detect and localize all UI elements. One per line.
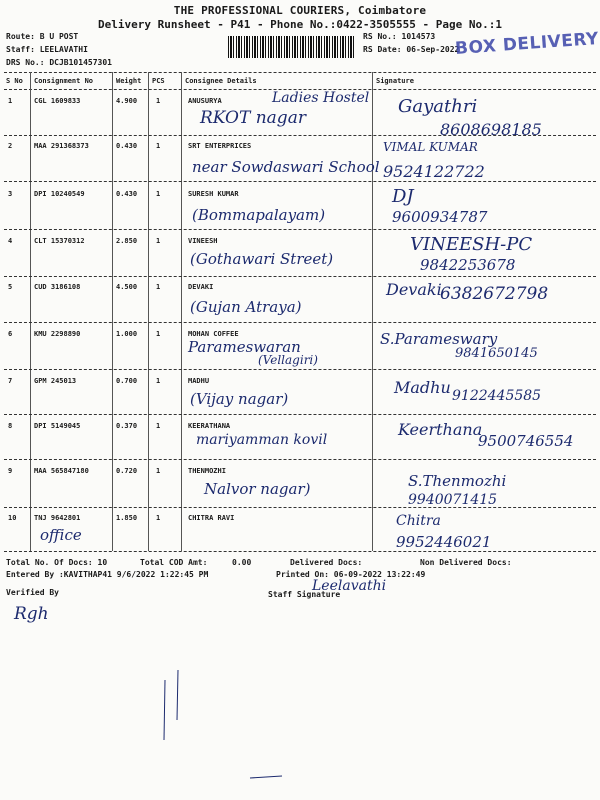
row-handwritten-note: mariyamman kovil: [196, 432, 328, 448]
row-consignee: SRT ENTERPRICES: [188, 142, 252, 150]
column-divider: [372, 72, 373, 551]
box-delivery-stamp: BOX DELIVERY: [454, 29, 600, 59]
row-signature: Devaki: [386, 280, 442, 299]
row-weight: 0.430: [116, 142, 138, 150]
rs-date: RS Date: 06-Sep-2022: [363, 45, 460, 54]
row-signature: VINEESH-PC: [410, 234, 533, 255]
row-consignment: DPI 10240549: [34, 190, 85, 198]
row-divider: [4, 369, 596, 370]
table-bottom-border: [4, 551, 596, 552]
row-divider: [4, 507, 596, 508]
row-divider: [4, 229, 596, 230]
col-weight: Weight: [116, 77, 142, 85]
route-label: Route: B U POST: [6, 32, 79, 41]
row-pcs: 1: [156, 467, 161, 475]
row-sno: 9: [8, 467, 13, 475]
col-signature: Signature: [376, 77, 414, 85]
row-signature: DJ: [392, 186, 414, 207]
staff-signature-label: Staff Signature: [268, 590, 341, 599]
non-delivered-docs: Non Delivered Docs:: [420, 558, 512, 567]
row-handwritten-note: (Gothawari Street): [190, 250, 334, 268]
row-sno: 7: [8, 377, 13, 385]
row-sno: 10: [8, 514, 17, 522]
row-phone: 6382672798: [440, 284, 549, 304]
row-handwritten-note: RKOT nagar: [200, 108, 306, 128]
row-consignee: SURESH KUMAR: [188, 190, 239, 198]
column-divider: [148, 72, 149, 551]
row-consignment: MAA 565847180: [34, 467, 89, 475]
row-signature: S.Thenmozhi: [408, 472, 507, 490]
row-consignee: THENMOZHI: [188, 467, 226, 475]
printed-on: Printed On: 06-09-2022 13:22:49: [276, 570, 426, 579]
row-consignment: GPM 245013: [34, 377, 77, 385]
row-weight: 4.900: [116, 97, 138, 105]
row-handwritten-note: (Vijay nagar): [190, 390, 289, 408]
row-sno: 8: [8, 422, 13, 430]
row-weight: 0.370: [116, 422, 138, 430]
row-weight: 0.430: [116, 190, 138, 198]
total-cod-label: Total COD Amt:: [140, 558, 208, 567]
row-handwritten-note: (Bommapalayam): [192, 206, 326, 224]
row-consignee: VINEESH: [188, 237, 218, 245]
row-divider: [4, 181, 596, 182]
row-handwritten-note: Ladies Hostel: [272, 90, 370, 106]
row-sno: 2: [8, 142, 13, 150]
row-signature: Chitra: [396, 513, 441, 529]
row-consignee: ANUSURYA: [188, 97, 222, 105]
row-pcs: 1: [156, 283, 161, 291]
row-consignee: MOHAN COFFEE: [188, 330, 239, 338]
row-pcs: 1: [156, 377, 161, 385]
row-consignee: KEERATHANA: [188, 422, 231, 430]
row-divider: [4, 135, 596, 136]
verified-signature: Rgh: [14, 604, 49, 624]
row-consignee: DEVAKI: [188, 283, 214, 291]
row-phone: 9524122722: [383, 162, 485, 181]
row-signature: Madhu: [394, 378, 451, 397]
row-consignment: CGL 1609833: [34, 97, 81, 105]
row-signature: S.Parameswary: [380, 330, 498, 348]
row-phone: 9600934787: [392, 208, 488, 226]
pen-stroke: [164, 680, 165, 740]
row-phone: 9841650145: [455, 346, 538, 361]
pen-stroke: [250, 776, 282, 778]
row-handwritten-note: Nalvor nagar): [204, 480, 311, 498]
row-divider: [4, 276, 596, 277]
verified-by-label: Verified By: [6, 588, 59, 597]
row-consignment: TNJ 9642801: [34, 514, 81, 522]
row-signature: VIMAL KUMAR: [383, 140, 478, 154]
col-sno: S No: [6, 77, 23, 85]
row-weight: 0.700: [116, 377, 138, 385]
row-sno: 3: [8, 190, 13, 198]
row-handwritten-note: near Sowdaswari School: [192, 158, 380, 176]
row-sno: 6: [8, 330, 13, 338]
row-consignee: MADHU: [188, 377, 210, 385]
row-signature: Gayathri: [398, 96, 478, 117]
col-pcs: PCS: [152, 77, 165, 85]
row-phone: 9122445585: [452, 388, 542, 404]
row-handwritten-note: (Gujan Atraya): [190, 298, 302, 316]
row-sno: 1: [8, 97, 13, 105]
row-handwritten-note: office: [40, 526, 82, 544]
pen-stroke: [177, 670, 178, 720]
row-consignee: CHITRA RAVI: [188, 514, 235, 522]
entered-by: Entered By :KAVITHAP41 9/6/2022 1:22:45 PM: [6, 570, 209, 579]
col-consignment: Consignment No: [34, 77, 94, 85]
column-divider: [181, 72, 182, 551]
col-consignee: Consignee Details: [185, 77, 257, 85]
row-divider: [4, 322, 596, 323]
row-phone: 9842253678: [420, 256, 516, 274]
pen-marks: [0, 600, 600, 800]
company-title: THE PROFESSIONAL COURIERS, Coimbatore: [173, 4, 427, 17]
row-weight: 1.850: [116, 514, 138, 522]
row-divider: [4, 459, 596, 460]
drs-number: DRS No.: DCJB101457301: [6, 58, 112, 67]
total-cod-value: 0.00: [232, 558, 252, 567]
row-pcs: 1: [156, 190, 161, 198]
delivered-docs: Delivered Docs:: [290, 558, 363, 567]
row-consignment: CUD 3186108: [34, 283, 81, 291]
row-pcs: 1: [156, 422, 161, 430]
row-weight: 4.500: [116, 283, 138, 291]
total-docs: Total No. Of Docs: 10: [6, 558, 108, 567]
row-phone: 9952446021: [396, 533, 492, 551]
staff-signature: Leelavathi: [312, 578, 387, 594]
row-phone: 9500746554: [478, 432, 574, 450]
row-consignment: DPI 5149045: [34, 422, 81, 430]
row-weight: 0.720: [116, 467, 138, 475]
row-weight: 1.000: [116, 330, 138, 338]
row-consignment: MAA 291368373: [34, 142, 89, 150]
staff-label: Staff: LEELAVATHI: [6, 45, 88, 54]
row-sno: 5: [8, 283, 13, 291]
runsheet-subtitle: Delivery Runsheet - P41 - Phone No.:0422-3505555 - Page No.:1: [98, 18, 502, 31]
row-phone: 8608698185: [440, 120, 542, 139]
row-pcs: 1: [156, 237, 161, 245]
row-pcs: 1: [156, 142, 161, 150]
table-top-border: [4, 72, 596, 73]
rs-number: RS No.: 1014573: [363, 32, 436, 41]
row-divider: [4, 414, 596, 415]
row-signature: Keerthana: [398, 420, 483, 439]
row-handwritten-note: Parameswaran: [188, 338, 301, 356]
barcode-image: [228, 36, 356, 58]
row-sno: 4: [8, 237, 13, 245]
row-pcs: 1: [156, 514, 161, 522]
column-divider: [112, 72, 113, 551]
row-weight: 2.850: [116, 237, 138, 245]
row-consignment: KMU 2298890: [34, 330, 81, 338]
row-handwritten-note: (Vellagiri): [258, 353, 318, 367]
row-phone: 9940071415: [408, 492, 498, 508]
row-consignment: CLT 15370312: [34, 237, 85, 245]
row-pcs: 1: [156, 97, 161, 105]
column-divider: [30, 72, 31, 551]
row-pcs: 1: [156, 330, 161, 338]
